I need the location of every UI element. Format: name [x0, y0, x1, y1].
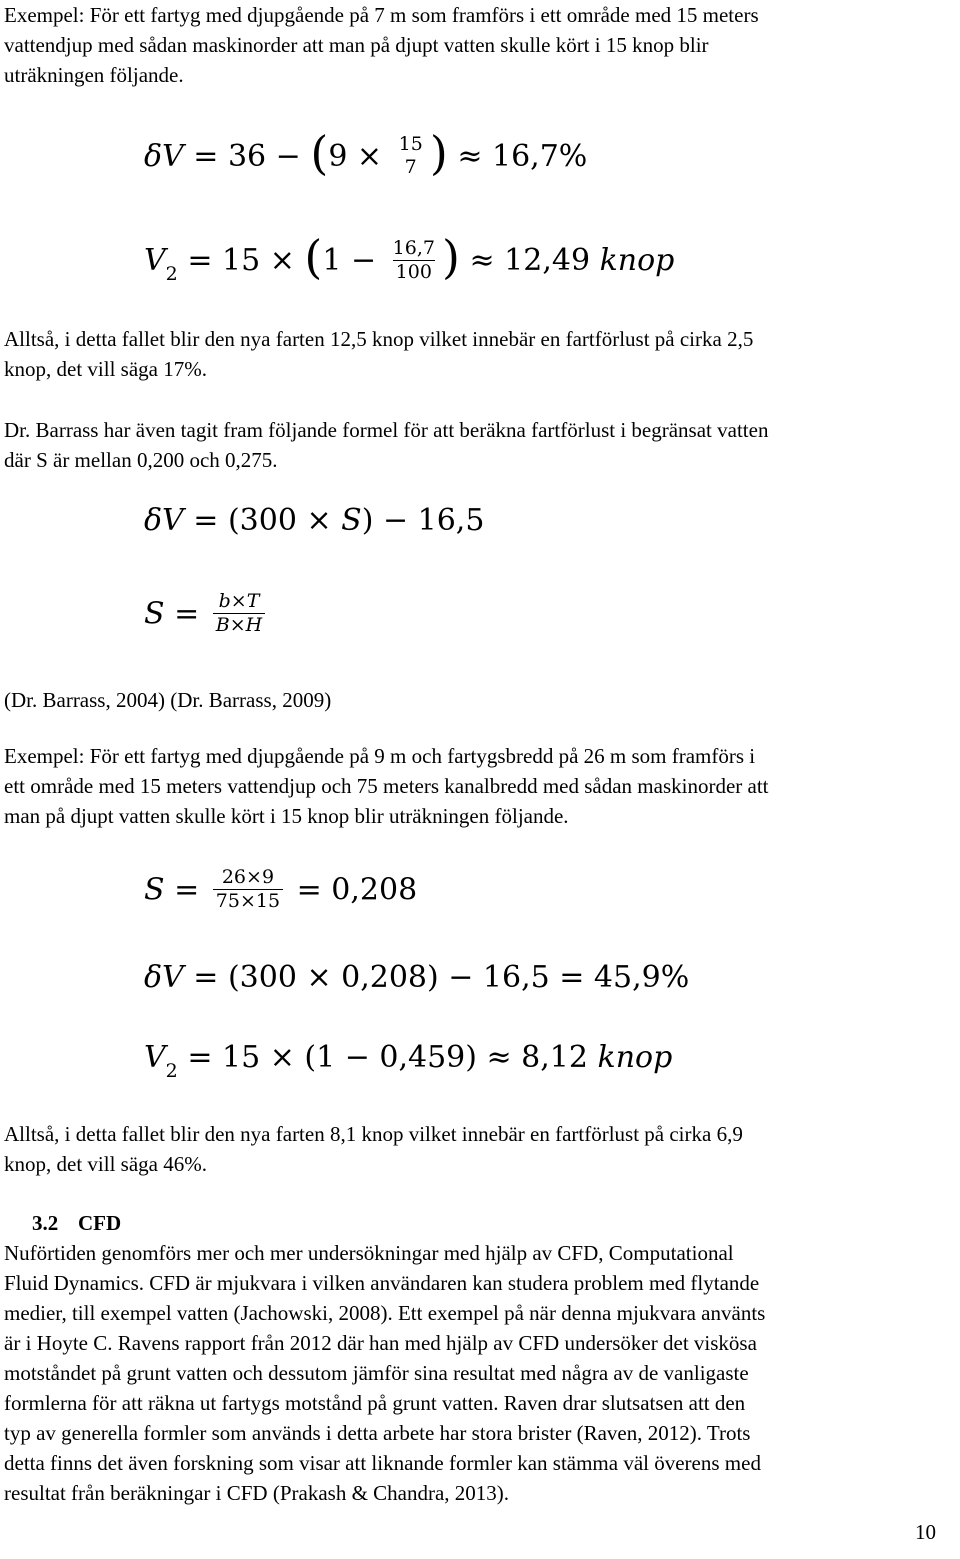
- equation-unit: knop: [599, 243, 675, 278]
- equation-term: = 36 −: [193, 139, 301, 174]
- text-line: ett område med 15 meters vattendjup och 75 meters kanalbredd med sådan maskinorder att: [4, 774, 769, 798]
- text-line: vattendjup med sådan maskinorder att man på djupt vatten skulle kört i 15 knop blir: [4, 33, 709, 57]
- text-line: detta finns det även forskning som visar att liknande formler kan stämma väl överens med: [4, 1451, 761, 1475]
- text-line: där S är mellan 0,200 och 0,275.: [4, 448, 278, 472]
- equation-term: =: [174, 596, 200, 632]
- section-number: 3.2: [32, 1211, 59, 1235]
- result-paragraph-1: [4, 324, 956, 384]
- subscript: 2: [165, 263, 178, 285]
- text-line: medier, till exempel vatten (Jachowski, 2008). Ett exempel på när denna mjukvara använts: [4, 1301, 766, 1325]
- close-paren: ): [429, 126, 448, 180]
- citation: [4, 685, 956, 715]
- equation-result: = 0,208: [296, 872, 418, 908]
- equation-term: = 15 ×: [187, 243, 295, 278]
- equation-barrass-speed-loss: [144, 503, 484, 539]
- cfd-paragraph: [4, 1238, 956, 1508]
- text-line: resultat från beräkningar i CFD (Prakash & Chandra, 2013).: [4, 1481, 510, 1505]
- fraction-numerator: 16,7: [392, 236, 435, 259]
- fraction: [396, 133, 426, 179]
- fraction-denominator: 7: [404, 156, 417, 178]
- equation-result: ≈ 16,7%: [457, 139, 588, 174]
- fraction-denominator: 75×15: [213, 889, 283, 913]
- fraction: [213, 590, 265, 637]
- fraction: [213, 866, 283, 913]
- close-paren: ): [441, 230, 460, 284]
- text-line: Nuförtiden genomförs mer och mer undersökningar med hjälp av CFD, Computational: [4, 1241, 734, 1265]
- text-line: formlerna för att räkna ut fartygs motstånd på grunt vatten. Raven drar slutsatsen att den: [4, 1391, 746, 1415]
- equation-term: 1 −: [322, 243, 377, 278]
- fraction-numerator: 26×9: [221, 866, 275, 888]
- equation-unit: knop: [597, 1040, 673, 1075]
- page-number: 10: [915, 1520, 936, 1544]
- equation-lhs: δV: [144, 139, 184, 174]
- open-paren: (: [304, 230, 323, 284]
- equation-lhs: S: [144, 596, 165, 632]
- fraction-denominator: 100: [393, 260, 435, 284]
- section-title: CFD: [78, 1211, 122, 1235]
- text-line: typ av generella formler som används i detta arbete har stora brister (Raven, 2012). Trots: [4, 1421, 751, 1445]
- equation-lhs: δV: [144, 503, 184, 538]
- text-line: uträkningen följande.: [4, 63, 184, 87]
- text-line: knop, det vill säga 17%.: [4, 357, 207, 381]
- text-line: Alltså, i detta fallet blir den nya farten 8,1 knop vilket innebär en fartförlust på cirka 6,9: [4, 1122, 743, 1146]
- equation-blockage-example: [144, 868, 417, 915]
- result-paragraph-2: [4, 1119, 956, 1179]
- equation-term: ) − 16,5: [361, 503, 485, 538]
- equation-lhs: δV: [144, 960, 184, 995]
- equation-speed-loss-2: [144, 960, 689, 996]
- subscript: 2: [165, 1060, 178, 1082]
- equation-term: = 15 × (1 − 0,459) ≈ 8,12: [187, 1040, 588, 1075]
- equation-term: = (300 ×: [193, 503, 332, 538]
- equation-lhs: V: [144, 1040, 166, 1075]
- fraction-denominator: B×H: [213, 613, 265, 637]
- equation-term: 9 ×: [328, 139, 383, 174]
- example-paragraph-2: [4, 741, 956, 831]
- fraction-numerator: b×T: [218, 590, 260, 612]
- equation-new-speed-2: [144, 1040, 673, 1082]
- open-paren: (: [310, 126, 329, 180]
- example-paragraph-1: [4, 0, 956, 90]
- text-line: Alltså, i detta fallet blir den nya farten 12,5 knop vilket innebär en fartförlust på cirka 2,5: [4, 327, 754, 351]
- text-line: motståndet på grunt vatten och dessutom jämför sina resultat med några av de vanligaste: [4, 1361, 749, 1385]
- equation-term: = (300 × 0,208) − 16,5 = 45,9%: [193, 960, 690, 995]
- text-line: Exempel: För ett fartyg med djupgående på 7 m som framförs i ett område med 15 meters: [4, 3, 759, 27]
- text-line: knop, det vill säga 46%.: [4, 1152, 207, 1176]
- equation-speed-loss-1: [144, 126, 588, 181]
- equation-lhs: V: [144, 243, 166, 278]
- text-line: man på djupt vatten skulle kört i 15 knop blir uträkningen följande.: [4, 804, 569, 828]
- equation-variable: S: [341, 503, 362, 538]
- section-heading: [4, 1208, 121, 1238]
- equation-result: ≈ 12,49: [469, 243, 591, 278]
- barrass-formula-paragraph: [4, 415, 956, 475]
- equation-blockage-factor: [144, 592, 269, 639]
- fraction-numerator: 15: [398, 133, 423, 155]
- text-line: Dr. Barrass har även tagit fram följande formel för att beräkna fartförlust i begränsat vatten: [4, 418, 769, 442]
- fraction: [390, 237, 438, 284]
- text-line: är i Hoyte C. Ravens rapport från 2012 där han med hjälp av CFD undersöker det viskösa: [4, 1331, 757, 1355]
- equation-new-speed-1: [144, 230, 675, 286]
- citation-text: (Dr. Barrass, 2004) (Dr. Barrass, 2009): [4, 688, 332, 712]
- equation-term: =: [174, 872, 200, 908]
- text-line: Exempel: För ett fartyg med djupgående på 9 m och fartygsbredd på 26 m som framförs i: [4, 744, 756, 768]
- equation-lhs: S: [144, 872, 165, 908]
- text-line: Fluid Dynamics. CFD är mjukvara i vilken användaren kan studera problem med flytande: [4, 1271, 760, 1295]
